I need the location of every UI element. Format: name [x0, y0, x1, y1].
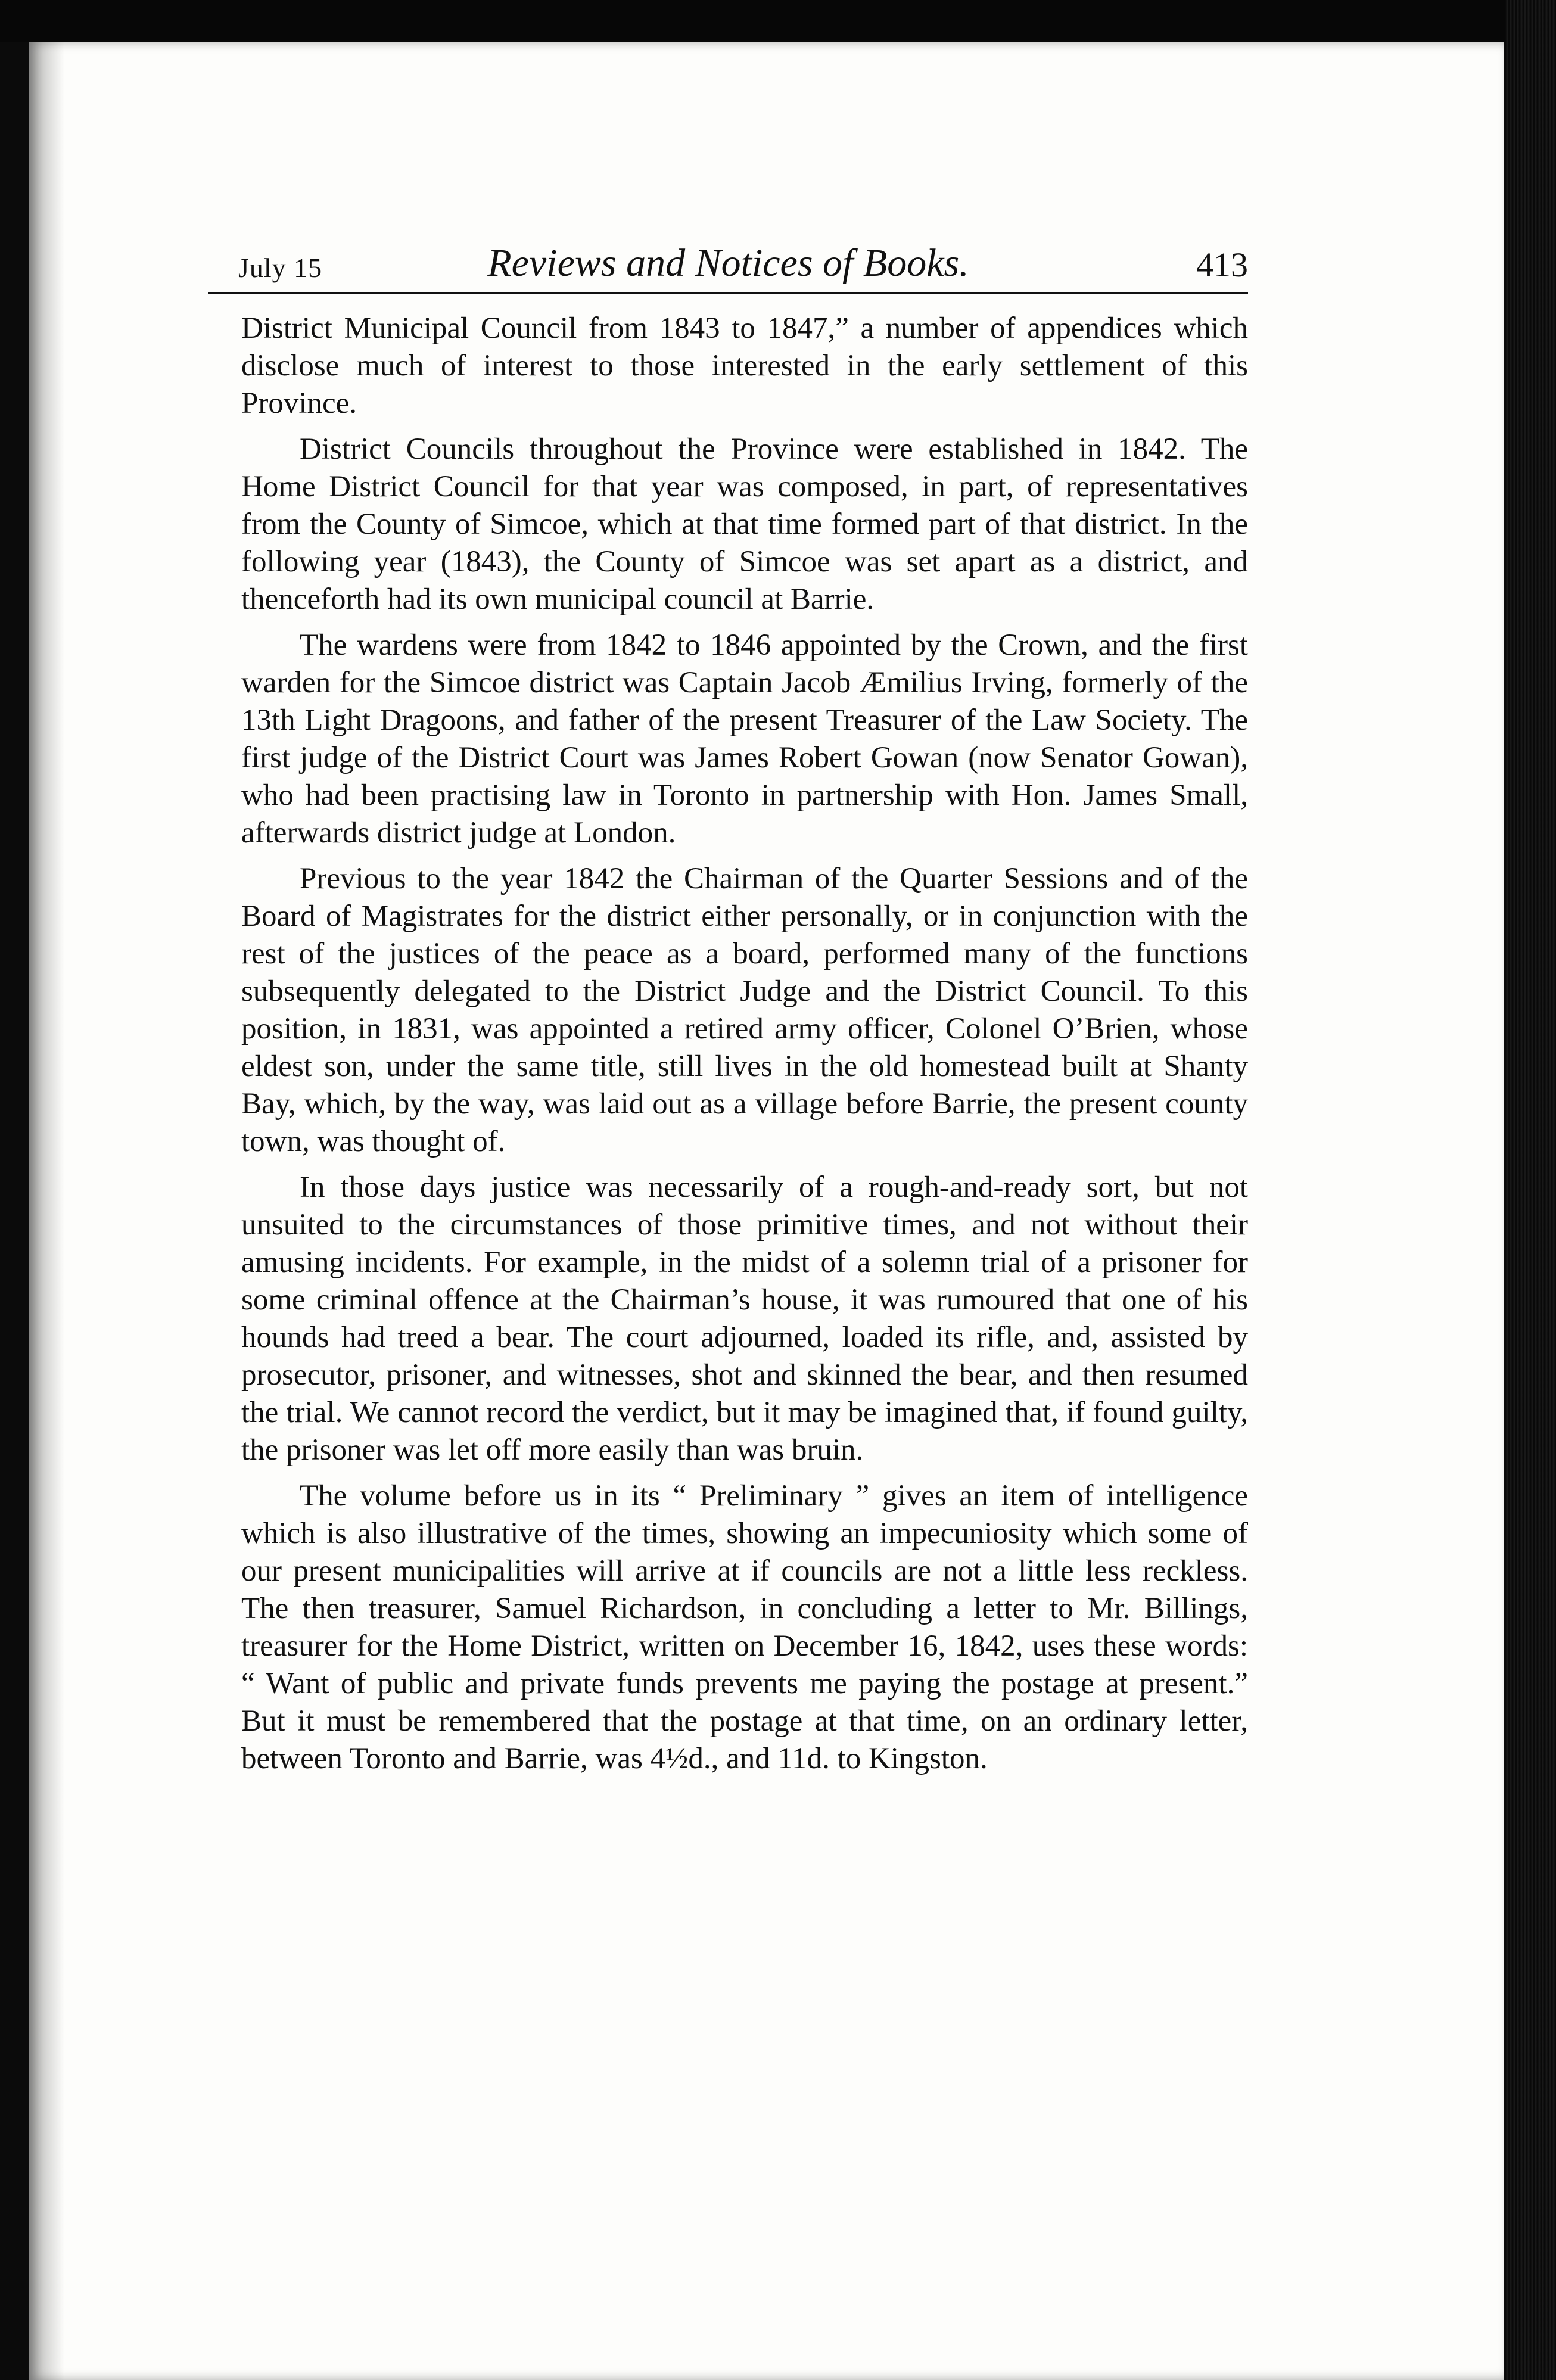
paragraph-preliminary: The volume before us in its “ Preliminary ” gives an item of intelligence which is also illustrative of the times, showing an impecuniosity which some of our present municipalities will arrive at if councils are not a little less reckless. The then treasurer, Samuel Richardson, in concluding a letter to Mr. Billings, treasurer for the Home District, written on December 16, 1842, uses these words: “ Want of public and private funds prevents me paying the postage at present.” But it must be remembered that the postage at that time, on an ordinary letter, between Toronto and Barrie, was 4½d., and 11d. to Kingston.: [241, 1479, 1248, 1775]
paragraph-continuation: District Municipal Council from 1843 to 1847,” a number of appendices which disclose much of interest to those interested in the early settlement of this Province.: [241, 312, 1248, 420]
running-header: [208, 238, 1248, 294]
paragraph-wardens: The wardens were from 1842 to 1846 appointed by the Crown, and the first warden for the Simcoe district was Captain Jacob Æmilius Irving, formerly of the 13th Light Dragoons, and father of the present Treasurer of the Law Society. The first judge of the District Court was James Robert Gowan (now Senator Gowan), who had been practising law in Toronto in partnership with Hon. James Small, afterwards district judge at London.: [241, 629, 1248, 850]
article-body: [241, 310, 1248, 1786]
scan-border-top: [0, 0, 1556, 42]
page-number: 413: [1196, 245, 1248, 284]
paragraph-district-councils: District Councils throughout the Province were established in 1842. The Home District Council for that year was composed, in part, of representatives from the County of Simcoe, which at that time formed part of that district. In the following year (1843), the County of Simcoe was set apart as a district, and thenceforth had its own municipal council at Barrie.: [241, 433, 1248, 616]
page-gutter-shadow: [29, 42, 64, 2380]
header-date: July 15: [238, 253, 323, 283]
paragraph-justice-anecdote: In those days justice was necessarily of a rough-and-ready sort, but not unsuited to the circumstances of those primitive times, and not without their amusing incidents. For example, in the midst of a solemn trial of a prisoner for some criminal offence at the Chairman’s house, it was rumoured that one of his hounds had treed a bear. The court adjourned, loaded its rifle, and, assisted by prosecutor, prisoner, and witnesses, shot and skinned the bear, and then resumed the trial. We cannot record the verdict, but it may be imagined that, if found guilty, the prisoner was let off more easily than was bruin.: [241, 1171, 1248, 1467]
header-title: Reviews and Notices of Books.: [487, 241, 969, 285]
book-edge-right: [1505, 0, 1556, 2380]
paragraph-quarter-sessions: Previous to the year 1842 the Chairman of the Quarter Sessions and of the Board of Magistrates for the district either personally, or in conjunction with the rest of the justices of the peace as a board, performed many of the functions subsequently delegated to the District Judge and the District Council. To this position, in 1831, was appointed a retired army officer, Colonel O’Brien, whose eldest son, under the same title, still lives in the old homestead built at Shanty Bay, which, by the way, was laid out as a village before Barrie, the present county town, was thought of.: [241, 862, 1248, 1158]
